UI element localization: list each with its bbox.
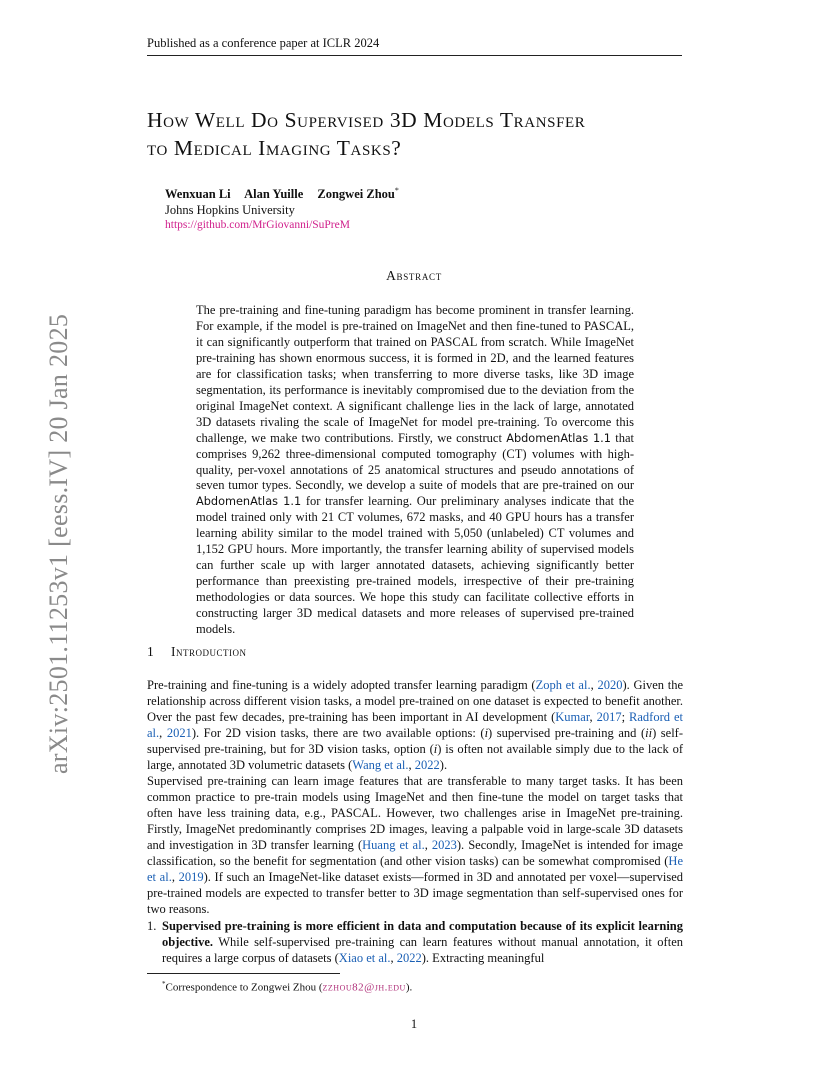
- citation-year: 2022: [396, 951, 422, 965]
- citation-link[interactable]: [597, 678, 622, 692]
- author-name: Wenxuan Li: [165, 187, 231, 202]
- citation-separator: ,: [424, 838, 432, 852]
- citation-year: 2022: [414, 758, 440, 772]
- list-number: 1.: [147, 919, 157, 933]
- contribution-list-item-1: [147, 918, 683, 966]
- citation-link[interactable]: [397, 951, 422, 965]
- paragraph-text: Supervised pre-training can learn image features that are transferable to many target tasks. It has been common practice to pre-train models using ImageNet and then fine-tune the model on target tasks that often have less training data, e.g., PASCAL. However, two challenges arise in ImageNet pre-training. Firstly, ImageNet predominantly comprises 2D images, leaving a palpable void in large-scale 3D datasets and investigation in 3D transfer learning (: [147, 774, 683, 852]
- footnote-rule: [147, 973, 340, 974]
- citation-separator: ;: [621, 710, 630, 724]
- intro-paragraph-1: [147, 677, 683, 773]
- author-names: [165, 183, 399, 203]
- citation-author: Wang et al.: [352, 758, 409, 772]
- citation-separator: ,: [589, 710, 597, 724]
- abstract-heading: Abstract: [386, 268, 442, 283]
- citation-author: Xiao et al.: [338, 951, 391, 965]
- paragraph-text: ). Extracting meaningful: [421, 951, 545, 965]
- abstract-body: [196, 303, 634, 638]
- dataset-name: AbdomenAtlas 1.1: [506, 431, 611, 445]
- citation-separator: ,: [159, 726, 167, 740]
- footnote-marker: *: [394, 186, 399, 195]
- project-url-link[interactable]: https://github.com/MrGiovanni/SuPreM: [165, 219, 350, 232]
- option-label: i: [484, 726, 489, 740]
- title-line-1: How Well Do Supervised 3D Models Transfer: [147, 108, 586, 132]
- abstract-text: that comprises 9,262 three-dimensional computed tomography (CT) volumes with high-quality, per-voxel annotations of 25 anatomical structures and pseudo annotations of seven tumor types. Secondly, we develop a suite of models that are pre-trained on our: [196, 430, 634, 493]
- author-name: Alan Yuille: [244, 187, 304, 202]
- citation-separator: ,: [590, 678, 598, 692]
- section-heading-introduction: [147, 644, 247, 660]
- list-item-body: [162, 918, 683, 966]
- paragraph-text: ). For 2D vision tasks, there are two available options: (: [191, 726, 485, 740]
- citation-year: 2019: [178, 870, 204, 884]
- paragraph-text: ) supervised pre-training and (: [488, 726, 646, 740]
- citation-link[interactable]: [179, 870, 204, 884]
- section-title: Introduction: [171, 644, 247, 659]
- paragraph-text: While self-supervised pre-training can learn features without manual annotation, it often requires a large corpus of datasets (: [162, 935, 683, 965]
- citation-author: Zoph et al.: [535, 678, 591, 692]
- citation-separator: ,: [171, 870, 179, 884]
- citation-link[interactable]: [339, 951, 391, 965]
- dataset-name: AbdomenAtlas 1.1: [196, 495, 302, 509]
- citation-link[interactable]: [167, 726, 192, 740]
- footnote: [162, 977, 412, 995]
- page-number: 1: [410, 1017, 418, 1031]
- paragraph-text: Pre-training and fine-tuning is a widely adopted transfer learning paradigm (: [147, 678, 536, 692]
- arxiv-stamp: arXiv:2501.11253v1 [eess.IV] 20 Jan 2025: [44, 313, 73, 774]
- citation-year: 2023: [431, 838, 457, 852]
- paragraph-text: ). Given the relationship across different vision tasks, a model pre-trained on one dataset is expected to benefit another. Over the past few decades, pre-training has been important in AI development (: [147, 678, 684, 724]
- footnote-text: ).: [405, 981, 413, 994]
- citation-year: 2017: [596, 710, 622, 724]
- section-number: 1: [147, 644, 155, 659]
- author-name: [317, 187, 398, 201]
- citation-link[interactable]: [432, 838, 457, 852]
- citation-link[interactable]: [536, 678, 591, 692]
- email-link[interactable]: zzhou82@jh.edu: [322, 981, 406, 994]
- paragraph-text: ) self-supervised pre-training, but for 3D vision tasks, option (: [147, 726, 683, 756]
- citation-link[interactable]: [597, 710, 622, 724]
- citation-author: Kumar: [555, 710, 590, 724]
- citation-author: Radford et al.: [147, 710, 683, 740]
- citation-author: Huang et al.: [362, 838, 425, 852]
- title-line-2: to Medical Imaging Tasks?: [147, 136, 402, 160]
- author-name-text: Zongwei Zhou: [317, 187, 395, 202]
- citation-link[interactable]: [415, 758, 440, 772]
- paragraph-text: ). If such an ImageNet-like dataset exists—formed in 3D and annotated per voxel—supervised pre-trained models are expected to transfer better to 3D image segmentation than self-supervised ones for two reasons.: [147, 870, 684, 916]
- citation-link[interactable]: [352, 758, 408, 772]
- paper-title: [147, 106, 707, 162]
- intro-paragraph-2: [147, 773, 683, 917]
- citation-separator: ,: [408, 758, 415, 772]
- citation-separator: ,: [390, 951, 397, 965]
- paragraph-text: ). Secondly, ImageNet is intended for image classification, so the benefit for segmentation (and other vision tasks) can be somewhat compromised (: [147, 838, 684, 868]
- option-label: ii: [645, 726, 653, 740]
- citation-link[interactable]: [555, 710, 589, 724]
- running-header: Published as a conference paper at ICLR 2024: [147, 36, 682, 56]
- abstract-text: for transfer learning. Our preliminary analyses indicate that the model trained only with 21 CT volumes, 672 masks, and 40 GPU hours has a transfer learning ability similar to the model trained with 5,050 (unlabeled) CT volumes and 1,152 GPU hours. More importantly, the transfer learning ability of supervised models can further scale up with larger annotated datasets, achieving significantly better performance than preexisting pre-trained models, irrespective of their pre-training methodologies or data sources. We hope this study can facilitate collective efforts in constructing larger 3D medical datasets and more releases of supervised pre-trained models.: [196, 494, 634, 637]
- option-label: i: [433, 742, 438, 756]
- citation-year: 2021: [166, 726, 192, 740]
- citation-year: 2020: [597, 678, 623, 692]
- abstract-text: The pre-training and fine-tuning paradigm has become prominent in transfer learning. For example, if the model is pre-trained on ImageNet and then fine-tuned to PASCAL, it can significantly outperform that trained on PASCAL from scratch. While ImageNet pre-training has shown enormous success, it is formed in 2D, and the learned features are for classification tasks; when transferring to more diverse tasks, like 3D image segmentation, its performance is inevitably compromised due to the deviation from the original ImageNet context. A significant challenge lies in the lack of large, annotated 3D datasets rivaling the scale of ImageNet for model pre-training. To overcome this challenge, we make two contributions. Firstly, we construct: [196, 303, 634, 445]
- list-item-lead: Supervised pre-training is more efficient in data and computation because of its explicit learning objective.: [162, 919, 683, 949]
- paragraph-text: ).: [439, 758, 448, 772]
- paragraph-text: ) is often not available simply due to the lack of large, annotated 3D volumetric datasets (: [147, 742, 683, 772]
- footnote-marker: *: [162, 980, 166, 988]
- citation-author: He et al.: [147, 854, 683, 884]
- affiliation: Johns Hopkins University: [165, 202, 295, 217]
- footnote-text: Correspondence to Zongwei Zhou (: [165, 981, 323, 994]
- author-block: [165, 183, 399, 234]
- citation-link[interactable]: [362, 838, 425, 852]
